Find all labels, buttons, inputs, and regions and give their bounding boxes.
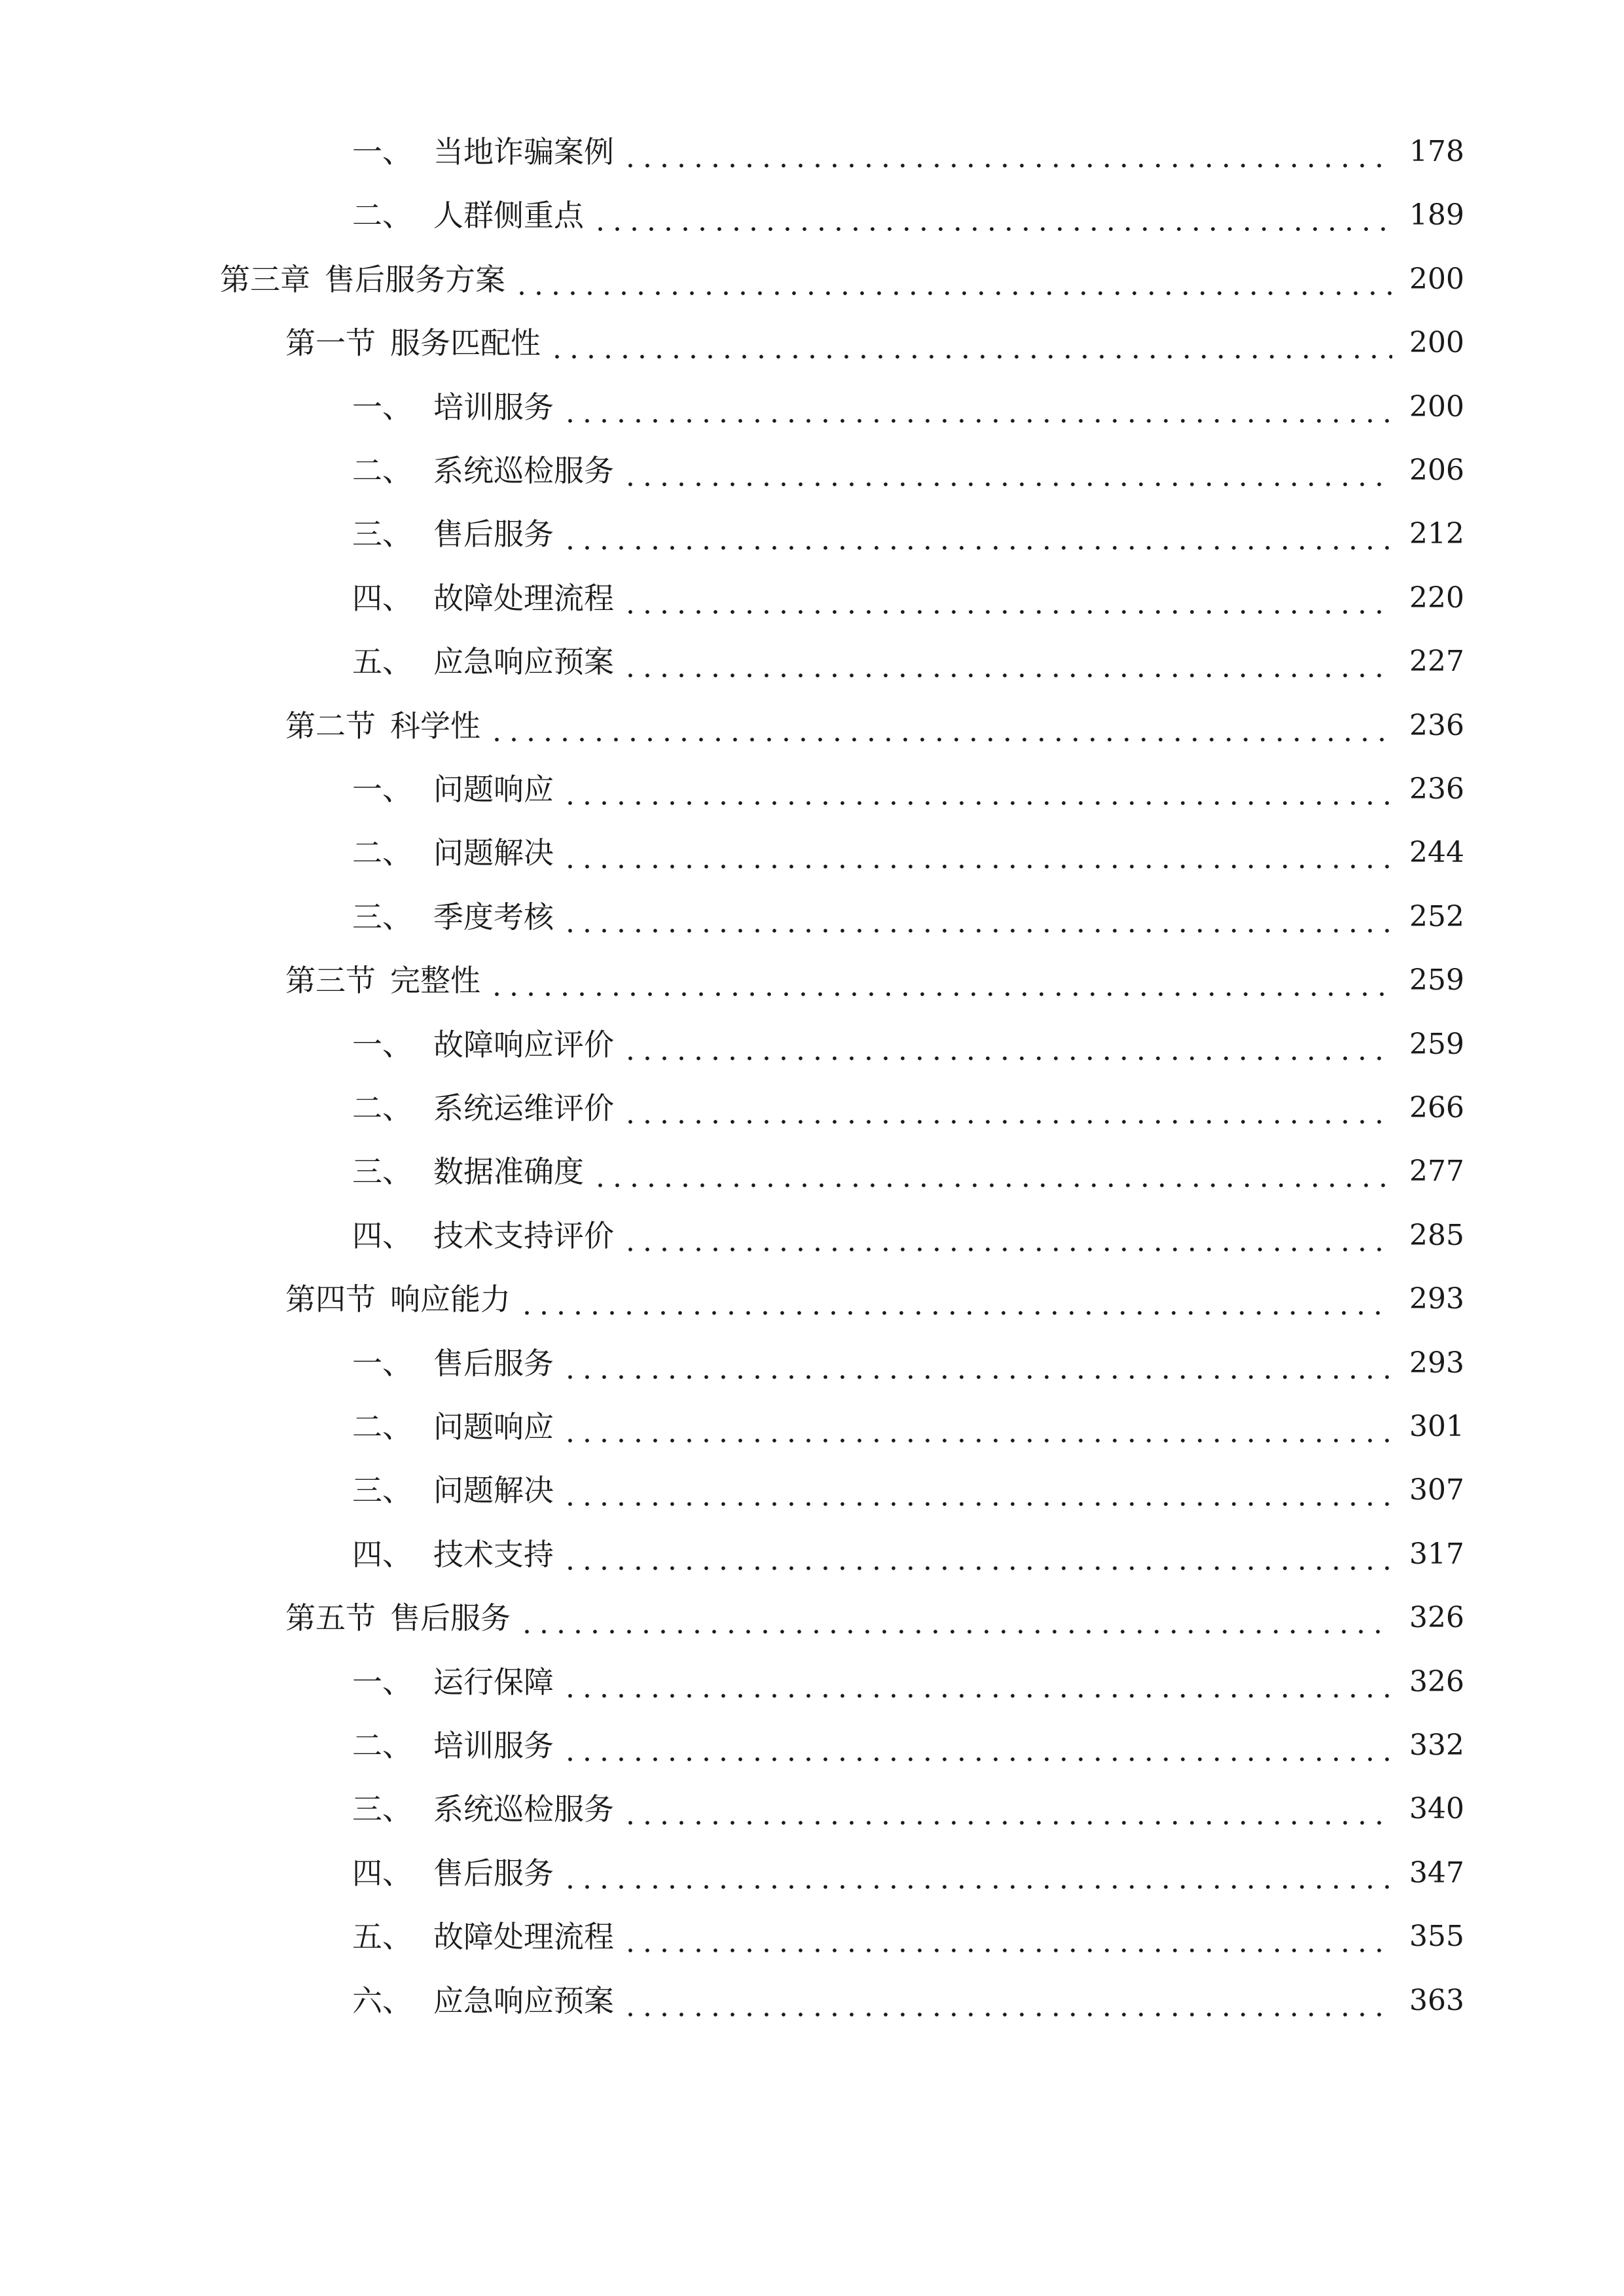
toc-entry-title: 服务匹配性 (390, 325, 541, 361)
toc-page-number: 259 (1409, 963, 1464, 997)
toc-entry-number: 第五节 (285, 1600, 376, 1636)
toc-chapter (220, 253, 1464, 306)
toc-entry-number: 五、 (352, 644, 412, 679)
toc-entry-title: 培训服务 (433, 1728, 554, 1763)
dot-leader (562, 1656, 1392, 1708)
toc-entry-title: 完整性 (390, 963, 480, 998)
toc-page-number: 244 (1409, 836, 1464, 869)
toc-page-number: 212 (1409, 517, 1464, 550)
dot-leader (622, 1783, 1392, 1835)
toc-page-number: 326 (1409, 1601, 1464, 1634)
dot-leader (622, 1210, 1392, 1262)
toc-entry-number: 二、 (352, 453, 412, 488)
toc-item (352, 126, 1464, 178)
dot-leader (562, 381, 1392, 433)
toc-page-number: 206 (1409, 454, 1464, 487)
toc-entry-number: 四、 (352, 1537, 412, 1572)
toc-page-number: 178 (1409, 135, 1464, 168)
toc-entry-title: 应急响应预案 (433, 644, 614, 679)
toc-entry-title: 问题解决 (433, 1473, 554, 1508)
toc-entry-number: 一、 (352, 389, 412, 425)
toc-entry-number: 一、 (352, 772, 412, 807)
toc-entry-title: 故障响应评价 (433, 1027, 614, 1062)
toc-section (285, 1592, 1464, 1644)
toc-entry-title: 系统运维评价 (433, 1090, 614, 1126)
toc-page-number: 332 (1409, 1729, 1464, 1762)
toc-item (352, 1975, 1464, 2027)
toc-page-number: 220 (1409, 581, 1464, 615)
dot-leader (562, 1401, 1392, 1453)
toc-entry-title: 问题响应 (433, 1409, 554, 1444)
toc-page-number: 259 (1409, 1028, 1464, 1061)
toc-page-number: 326 (1409, 1665, 1464, 1698)
toc-entry-title: 售后服务 (433, 516, 554, 552)
toc-entry-title: 运行保障 (433, 1664, 554, 1700)
toc-entry-title: 人群侧重点 (433, 198, 584, 233)
dot-leader (562, 827, 1392, 879)
toc-page-number: 293 (1409, 1282, 1464, 1316)
dot-leader (518, 1273, 1392, 1325)
dot-leader (518, 1592, 1392, 1644)
toc-section (285, 700, 1464, 752)
toc-entry-number: 三、 (352, 516, 412, 552)
toc-item (352, 1783, 1464, 1835)
toc-item (352, 1719, 1464, 1772)
toc-page-number: 227 (1409, 645, 1464, 678)
toc-entry-number: 二、 (352, 1090, 412, 1126)
dot-leader (622, 1082, 1392, 1134)
toc-entry-title: 售后服务 (433, 1856, 554, 1891)
toc-item (352, 1464, 1464, 1516)
toc-page-number: 363 (1409, 1984, 1464, 2017)
toc-entry-number: 四、 (352, 581, 412, 616)
toc-entry-title: 售后服务 (433, 1346, 554, 1381)
toc-item (352, 1210, 1464, 1262)
toc-entry-title: 售后服务 (390, 1600, 511, 1636)
toc-item (352, 1145, 1464, 1198)
dot-leader (592, 1145, 1392, 1198)
toc-entry-number: 一、 (352, 1346, 412, 1381)
toc-entry-number: 一、 (352, 1027, 412, 1062)
dot-leader (562, 1337, 1392, 1390)
toc-entry-number: 第三节 (285, 963, 376, 998)
toc-section (285, 954, 1464, 1007)
toc-page-number: 340 (1409, 1792, 1464, 1825)
toc-entry-number: 第三章 (220, 262, 310, 297)
toc-item (352, 1401, 1464, 1453)
toc-entry-number: 二、 (352, 198, 412, 233)
dot-leader (562, 763, 1392, 816)
toc-entry-title: 当地诈骗案例 (433, 134, 614, 170)
toc-entry-number: 四、 (352, 1856, 412, 1891)
toc-entry-title: 应急响应预案 (433, 1983, 614, 2018)
toc-entry-title: 响应能力 (390, 1282, 511, 1317)
dot-leader (562, 508, 1392, 560)
toc-item (352, 1337, 1464, 1390)
dot-leader (549, 317, 1392, 369)
toc-page-number: 347 (1409, 1856, 1464, 1890)
dot-leader (562, 1847, 1392, 1899)
dot-leader (488, 954, 1392, 1007)
toc-entry-number: 二、 (352, 1409, 412, 1444)
dot-leader (562, 1464, 1392, 1516)
toc-page-number: 277 (1409, 1155, 1464, 1188)
toc-entry-number: 三、 (352, 1473, 412, 1508)
toc-item (352, 381, 1464, 433)
toc-item (352, 508, 1464, 560)
toc-entry-number: 三、 (352, 1154, 412, 1189)
toc-entry-title: 问题解决 (433, 835, 554, 870)
toc-entry-title: 系统巡检服务 (433, 1791, 614, 1827)
dot-leader (622, 636, 1392, 688)
toc-entry-number: 第二节 (285, 708, 376, 744)
toc-item (352, 1910, 1464, 1963)
toc-page-number: 317 (1409, 1537, 1464, 1571)
toc-entry-number: 二、 (352, 835, 412, 870)
toc-page-number: 285 (1409, 1219, 1464, 1252)
toc-entry-number: 第四节 (285, 1282, 376, 1317)
toc-page-number: 301 (1409, 1410, 1464, 1443)
toc-entry-title: 系统巡检服务 (433, 453, 614, 488)
toc-item (352, 1528, 1464, 1581)
dot-leader (488, 700, 1392, 752)
dot-leader (622, 572, 1392, 624)
toc-entry-title: 技术支持评价 (433, 1218, 614, 1253)
toc-entry-number: 三、 (352, 1791, 412, 1827)
toc-entry-number: 四、 (352, 1218, 412, 1253)
toc-entry-number: 第一节 (285, 325, 376, 361)
toc-item (352, 572, 1464, 624)
toc-entry-title: 问题响应 (433, 772, 554, 807)
dot-leader (622, 1018, 1392, 1071)
toc-entry-title: 季度考核 (433, 899, 554, 935)
toc-item (352, 1082, 1464, 1134)
toc-page-number: 236 (1409, 709, 1464, 742)
toc-item (352, 444, 1464, 497)
dot-leader (513, 253, 1392, 306)
dot-leader (562, 1719, 1392, 1772)
toc-page-number: 266 (1409, 1091, 1464, 1124)
toc-entry-title: 售后服务方案 (325, 262, 505, 297)
toc-page-number: 252 (1409, 900, 1464, 933)
dot-leader (592, 189, 1392, 242)
toc-page-number: 200 (1409, 326, 1464, 359)
toc-item (352, 891, 1464, 943)
toc-entry-title: 数据准确度 (433, 1154, 584, 1189)
dot-leader (622, 1975, 1392, 2027)
toc-item (352, 1018, 1464, 1071)
toc-entry-number: 二、 (352, 1728, 412, 1763)
toc-item (352, 636, 1464, 688)
dot-leader (622, 444, 1392, 497)
toc-entry-number: 五、 (352, 1919, 412, 1954)
toc-item (352, 763, 1464, 816)
dot-leader (622, 1910, 1392, 1963)
toc-entry-number: 六、 (352, 1983, 412, 2018)
dot-leader (562, 891, 1392, 943)
toc-entry-title: 科学性 (390, 708, 480, 744)
toc-entry-title: 故障处理流程 (433, 581, 614, 616)
dot-leader (622, 126, 1392, 178)
toc-page-number: 307 (1409, 1473, 1464, 1507)
toc-item (352, 1656, 1464, 1708)
toc-section (285, 1273, 1464, 1325)
toc-page-number: 355 (1409, 1920, 1464, 1953)
toc-item (352, 189, 1464, 242)
toc-item (352, 1847, 1464, 1899)
toc-page-number: 200 (1409, 262, 1464, 296)
toc-section (285, 317, 1464, 369)
dot-leader (562, 1528, 1392, 1581)
toc-entry-title: 培训服务 (433, 389, 554, 425)
toc-entry-title: 故障处理流程 (433, 1919, 614, 1954)
toc-entry-number: 三、 (352, 899, 412, 935)
toc-page-number: 189 (1409, 198, 1464, 232)
toc-page-number: 293 (1409, 1346, 1464, 1380)
toc-item (352, 827, 1464, 879)
toc-entry-number: 一、 (352, 1664, 412, 1700)
toc-entry-title: 技术支持 (433, 1537, 554, 1572)
toc-page-number: 236 (1409, 772, 1464, 806)
toc-page-number: 200 (1409, 390, 1464, 423)
toc-entry-number: 一、 (352, 134, 412, 170)
